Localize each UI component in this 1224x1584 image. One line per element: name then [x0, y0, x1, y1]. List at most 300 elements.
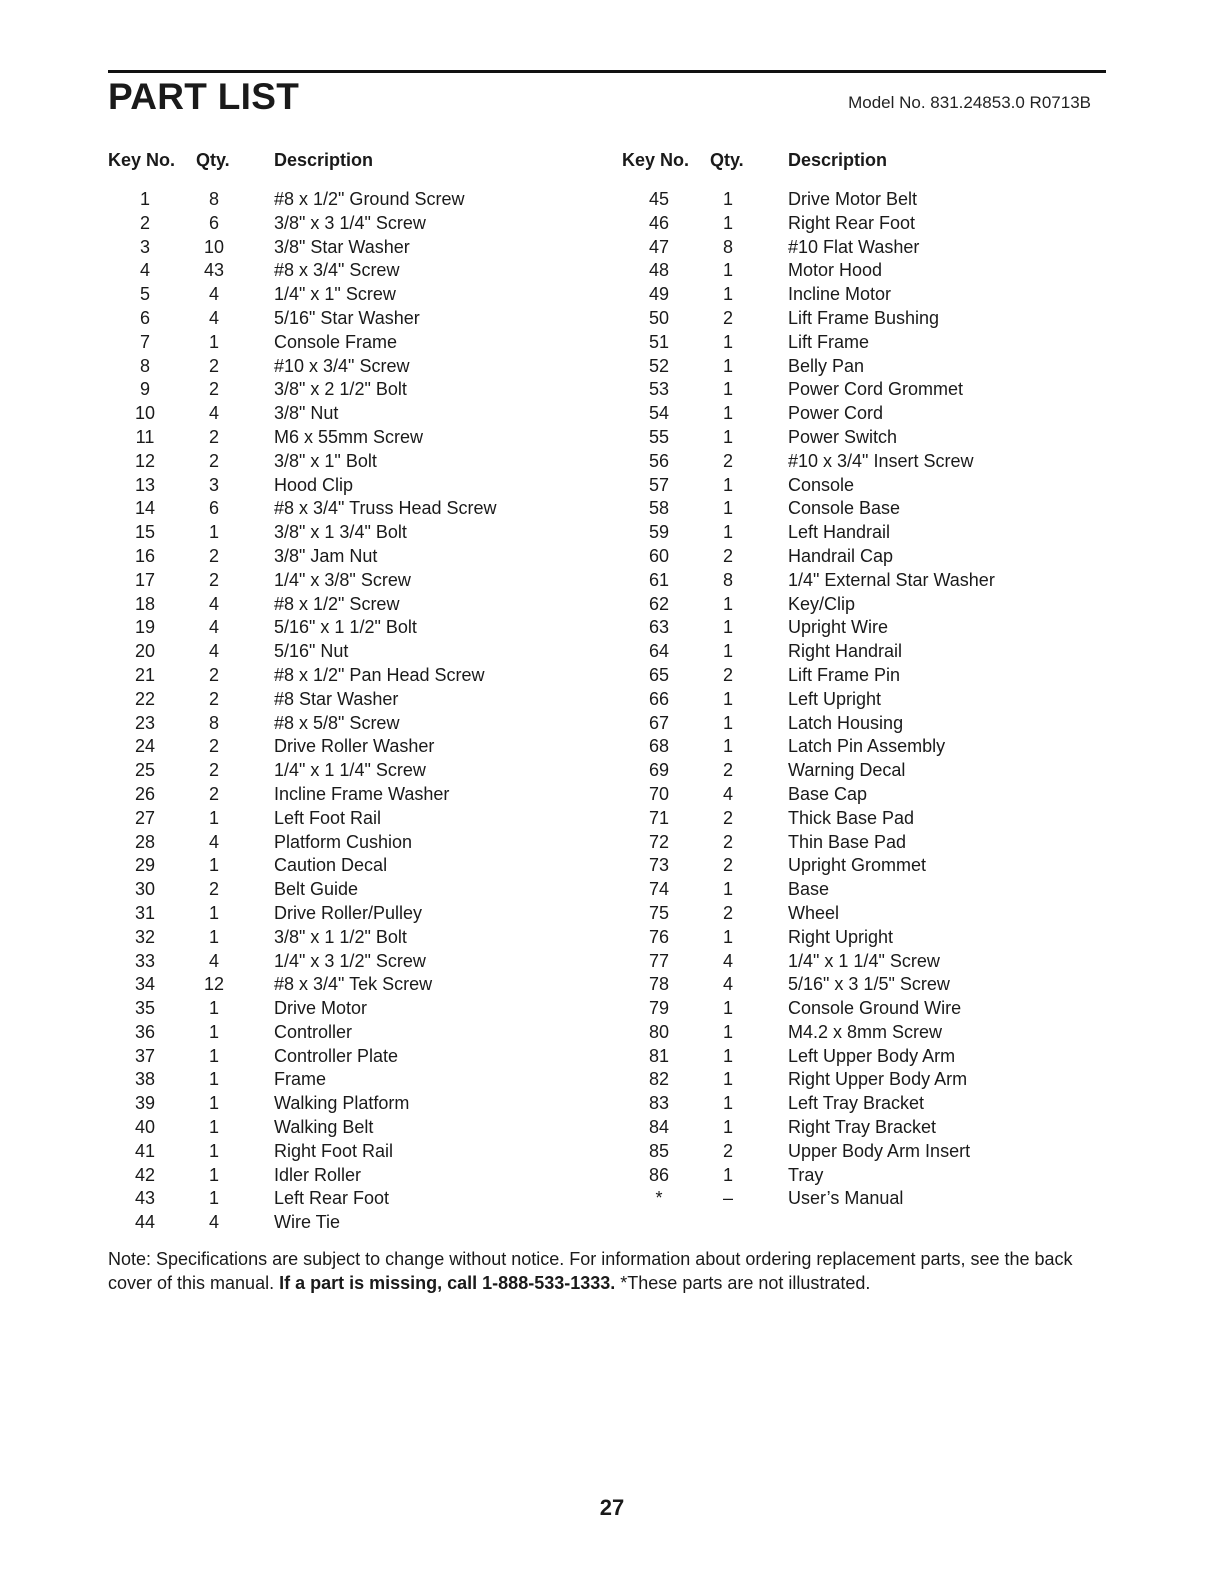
- part-key-no: 50: [648, 307, 670, 328]
- part-key-no: 3: [139, 236, 150, 257]
- part-row: [108, 282, 578, 306]
- part-row: [622, 401, 1092, 425]
- part-description: Power Cord: [788, 403, 884, 424]
- part-qty: 1: [208, 1140, 219, 1161]
- part-qty: 4: [208, 831, 219, 852]
- part-qty: 1: [722, 1021, 733, 1042]
- part-key-no: 52: [648, 355, 670, 376]
- part-row: [108, 449, 578, 473]
- part-qty: 4: [208, 617, 219, 638]
- part-row: [108, 1139, 578, 1163]
- part-description: Caution Decal: [274, 855, 388, 876]
- part-description: Lift Frame: [788, 331, 870, 352]
- part-qty: 1: [722, 284, 733, 305]
- part-key-no: 47: [648, 236, 670, 257]
- part-row: [108, 187, 578, 211]
- note-missing-part-call: If a part is missing, call 1-888-533-1333.: [279, 1273, 616, 1293]
- column-header: [622, 148, 1092, 172]
- part-description: 5/16" x 1 1/2" Bolt: [274, 617, 417, 638]
- part-description: Upper Body Arm Insert: [788, 1140, 971, 1161]
- part-description: 1/4" External Star Washer: [788, 569, 995, 590]
- part-row: [108, 1067, 578, 1091]
- part-qty: 2: [208, 664, 219, 685]
- part-row: [622, 568, 1092, 592]
- part-description: Warning Decal: [788, 760, 906, 781]
- part-qty: 1: [722, 879, 733, 900]
- part-row: [622, 282, 1092, 306]
- part-row: [108, 354, 578, 378]
- part-key-no: 51: [648, 331, 670, 352]
- part-row: [108, 496, 578, 520]
- part-row: [622, 949, 1092, 973]
- part-row: [108, 615, 578, 639]
- part-key-no: 66: [648, 688, 670, 709]
- part-row: [622, 1020, 1092, 1044]
- part-description: Right Rear Foot: [788, 212, 916, 233]
- part-key-no: 63: [648, 617, 670, 638]
- part-key-no: 41: [134, 1140, 156, 1161]
- part-description: User’s Manual: [788, 1188, 904, 1209]
- part-key-no: 28: [134, 831, 156, 852]
- part-key-no: 49: [648, 284, 670, 305]
- part-row: [622, 449, 1092, 473]
- part-row: [108, 377, 578, 401]
- part-description: Right Upright: [788, 926, 894, 947]
- part-row: [622, 806, 1092, 830]
- part-row: [622, 473, 1092, 497]
- part-qty: –: [722, 1188, 733, 1209]
- part-qty: 2: [722, 807, 733, 828]
- part-row: [108, 830, 578, 854]
- part-qty: 1: [722, 331, 733, 352]
- part-key-no: 59: [648, 522, 670, 543]
- part-key-no: 18: [134, 593, 156, 614]
- part-description: Right Handrail: [788, 641, 903, 662]
- part-key-no: 21: [134, 664, 156, 685]
- part-qty: 4: [208, 593, 219, 614]
- part-row: [622, 425, 1092, 449]
- part-key-no: 40: [134, 1117, 156, 1138]
- part-row: [108, 949, 578, 973]
- part-description: Lift Frame Bushing: [788, 307, 940, 328]
- column-header: [108, 148, 578, 172]
- part-row: [622, 1139, 1092, 1163]
- part-description: Walking Platform: [274, 1093, 410, 1114]
- part-key-no: *: [655, 1188, 663, 1209]
- part-description: Tray: [788, 1164, 824, 1185]
- part-qty: 1: [722, 712, 733, 733]
- part-row: [622, 663, 1092, 687]
- part-description: 1/4" x 3/8" Screw: [274, 569, 411, 590]
- part-key-no: 73: [648, 855, 670, 876]
- part-row: [622, 639, 1092, 663]
- part-key-no: 30: [134, 879, 156, 900]
- part-qty: 2: [208, 736, 219, 757]
- part-qty: 1: [722, 189, 733, 209]
- part-qty: 1: [722, 926, 733, 947]
- part-row: [622, 306, 1092, 330]
- part-key-no: 76: [648, 926, 670, 947]
- part-key-no: 85: [648, 1140, 670, 1161]
- part-row: [108, 853, 578, 877]
- part-description: Frame: [274, 1069, 327, 1090]
- part-row: [622, 687, 1092, 711]
- part-qty: 2: [722, 307, 733, 328]
- part-key-no: 11: [135, 426, 155, 447]
- part-qty: 1: [208, 1069, 219, 1090]
- part-key-no: 37: [134, 1045, 156, 1066]
- part-row: [622, 187, 1092, 211]
- part-key-no: 13: [134, 474, 156, 495]
- part-qty: 2: [208, 545, 219, 566]
- part-qty: 1: [208, 1045, 219, 1066]
- part-key-no: 84: [648, 1117, 670, 1138]
- part-key-no: 31: [134, 902, 156, 923]
- part-key-no: 39: [134, 1093, 156, 1114]
- part-row: [108, 1115, 578, 1139]
- part-key-no: 75: [648, 902, 670, 923]
- part-key-no: 68: [648, 736, 670, 757]
- part-row: [108, 734, 578, 758]
- part-row: [622, 496, 1092, 520]
- part-qty: 2: [208, 450, 219, 471]
- part-row: [108, 258, 578, 282]
- part-key-no: 27: [134, 807, 156, 828]
- part-row: [108, 996, 578, 1020]
- part-qty: 43: [203, 260, 225, 281]
- part-qty: 1: [208, 1117, 219, 1138]
- part-description: Drive Motor: [274, 998, 368, 1019]
- part-qty: 2: [722, 545, 733, 566]
- part-row: [622, 901, 1092, 925]
- part-qty: 1: [208, 1093, 219, 1114]
- part-row: [622, 877, 1092, 901]
- part-description: Belly Pan: [788, 355, 865, 376]
- part-qty: 4: [208, 284, 219, 305]
- part-row: [622, 1163, 1092, 1187]
- title-rule: [108, 70, 1106, 73]
- part-key-no: 55: [648, 426, 670, 447]
- part-key-no: 15: [134, 522, 156, 543]
- part-description: #8 x 3/4" Tek Screw: [274, 974, 433, 995]
- part-description: #8 x 1/2" Pan Head Screw: [274, 664, 485, 685]
- part-description: #8 x 3/4" Screw: [274, 260, 400, 281]
- part-key-no: 77: [648, 950, 670, 971]
- part-key-no: 48: [648, 260, 670, 281]
- part-qty: 1: [722, 736, 733, 757]
- part-qty: 4: [208, 950, 219, 971]
- part-row: [108, 1163, 578, 1187]
- part-description: Key/Clip: [788, 593, 856, 614]
- part-description: Controller: [274, 1021, 353, 1042]
- part-description: Thick Base Pad: [788, 807, 915, 828]
- part-key-no: 61: [648, 569, 670, 590]
- part-key-no: 60: [648, 545, 670, 566]
- part-description: Right Upper Body Arm: [788, 1069, 968, 1090]
- part-key-no: 58: [648, 498, 670, 519]
- part-qty: 4: [208, 1212, 219, 1233]
- part-row: [622, 972, 1092, 996]
- part-qty: 1: [208, 1021, 219, 1042]
- qty-header: Qty.: [710, 150, 744, 170]
- part-description: #8 x 5/8" Screw: [274, 712, 400, 733]
- part-qty: 1: [722, 617, 733, 638]
- part-qty: 2: [722, 1140, 733, 1161]
- part-description: Left Upright: [788, 688, 882, 709]
- part-description: Wheel: [788, 902, 840, 923]
- parts-column-right: [622, 148, 1092, 1210]
- part-description: 3/8" x 2 1/2" Bolt: [274, 379, 407, 400]
- part-description: Base: [788, 879, 830, 900]
- part-row: [622, 1115, 1092, 1139]
- description-header: Description: [274, 150, 374, 170]
- part-key-no: 44: [134, 1212, 156, 1233]
- part-row: [622, 853, 1092, 877]
- part-qty: 1: [722, 426, 733, 447]
- part-qty: 4: [208, 641, 219, 662]
- part-key-no: 67: [648, 712, 670, 733]
- part-key-no: 38: [134, 1069, 156, 1090]
- part-description: 5/16" x 3 1/5" Screw: [788, 974, 950, 995]
- part-key-no: 22: [134, 688, 156, 709]
- part-description: Left Tray Bracket: [788, 1093, 925, 1114]
- part-description: Console Base: [788, 498, 901, 519]
- part-key-no: 9: [139, 379, 150, 400]
- part-key-no: 79: [648, 998, 670, 1019]
- part-qty: 1: [722, 379, 733, 400]
- part-qty: 1: [722, 1117, 733, 1138]
- part-key-no: 20: [134, 641, 156, 662]
- part-description: M6 x 55mm Screw: [274, 426, 424, 447]
- part-description: 3/8" x 1 1/2" Bolt: [274, 926, 407, 947]
- part-description: #10 Flat Washer: [788, 236, 920, 257]
- part-qty: 4: [722, 783, 733, 804]
- part-qty: 1: [722, 1045, 733, 1066]
- part-qty: 1: [208, 807, 219, 828]
- part-description: 1/4" x 1 1/4" Screw: [274, 760, 426, 781]
- part-description: 3/8" x 1" Bolt: [274, 450, 377, 471]
- note-not-illustrated: *These parts are not illustrated.: [615, 1273, 871, 1293]
- part-row: [622, 615, 1092, 639]
- part-qty: 1: [208, 855, 219, 876]
- part-qty: 2: [208, 783, 219, 804]
- part-row: [108, 901, 578, 925]
- part-row: [108, 306, 578, 330]
- part-description: Latch Housing: [788, 712, 904, 733]
- part-qty: 1: [208, 331, 219, 352]
- part-key-no: 70: [648, 783, 670, 804]
- part-key-no: 19: [134, 617, 156, 638]
- part-row: [622, 211, 1092, 235]
- part-qty: 6: [208, 212, 219, 233]
- part-key-no: 14: [134, 498, 156, 519]
- key-no-header: Key No.: [622, 150, 690, 170]
- part-description: Drive Roller/Pulley: [274, 902, 423, 923]
- qty-header: Qty.: [196, 150, 230, 170]
- part-description: Left Foot Rail: [274, 807, 382, 828]
- part-qty: 2: [722, 450, 733, 471]
- part-key-no: 33: [134, 950, 156, 971]
- part-key-no: 65: [648, 664, 670, 685]
- part-qty: 2: [208, 688, 219, 709]
- part-qty: 1: [722, 998, 733, 1019]
- note-text: Note: Specifications are subject to change without notice. For information about ordering replacement parts, see the back cover of this manual.: [108, 1249, 1073, 1293]
- part-key-no: 35: [134, 998, 156, 1019]
- part-key-no: 53: [648, 379, 670, 400]
- part-qty: 4: [208, 403, 219, 424]
- part-row: [622, 235, 1092, 259]
- part-row: [108, 401, 578, 425]
- part-qty: 1: [208, 902, 219, 923]
- part-qty: 1: [208, 1188, 219, 1209]
- page-number: 27: [599, 1495, 625, 1520]
- part-row: [622, 354, 1092, 378]
- part-row: [622, 258, 1092, 282]
- part-description: Base Cap: [788, 783, 868, 804]
- part-description: 1/4" x 1 1/4" Screw: [788, 950, 940, 971]
- part-key-no: 24: [134, 736, 156, 757]
- part-qty: 12: [203, 974, 225, 995]
- description-header: Description: [788, 150, 888, 170]
- part-qty: 2: [722, 664, 733, 685]
- part-key-no: 83: [648, 1093, 670, 1114]
- part-description: Hood Clip: [274, 474, 354, 495]
- part-description: Idler Roller: [274, 1164, 362, 1185]
- part-row: [622, 1044, 1092, 1068]
- part-row: [108, 592, 578, 616]
- part-row: [108, 520, 578, 544]
- part-description: Handrail Cap: [788, 545, 894, 566]
- part-row: [108, 972, 578, 996]
- part-row: [622, 925, 1092, 949]
- model-number: Model No. 831.24853.0 R0713B: [848, 93, 1091, 112]
- part-description: Thin Base Pad: [788, 831, 907, 852]
- part-qty: 1: [722, 1093, 733, 1114]
- part-qty: 2: [208, 355, 219, 376]
- part-description: 5/16" Star Washer: [274, 307, 420, 328]
- part-description: Left Rear Foot: [274, 1188, 390, 1209]
- part-key-no: 57: [648, 474, 670, 495]
- part-qty: 1: [208, 522, 219, 543]
- part-row: [622, 330, 1092, 354]
- part-description: Incline Frame Washer: [274, 783, 450, 804]
- part-key-no: 10: [134, 403, 156, 424]
- part-qty: 8: [722, 236, 733, 257]
- part-description: 3/8" Star Washer: [274, 236, 410, 257]
- part-key-no: 72: [648, 831, 670, 852]
- part-row: [108, 1186, 578, 1210]
- part-qty: 1: [722, 1164, 733, 1185]
- part-key-no: 17: [134, 569, 156, 590]
- part-qty: 2: [208, 379, 219, 400]
- part-description: Drive Motor Belt: [788, 189, 918, 209]
- part-description: 3/8" Jam Nut: [274, 545, 378, 566]
- part-row: [108, 235, 578, 259]
- parts-rows: [108, 187, 578, 1234]
- part-qty: 4: [722, 974, 733, 995]
- part-description: Console: [788, 474, 855, 495]
- part-key-no: 2: [139, 212, 150, 233]
- part-key-no: 74: [648, 879, 670, 900]
- page-title: PART LIST: [108, 76, 300, 117]
- part-key-no: 34: [134, 974, 156, 995]
- part-description: Latch Pin Assembly: [788, 736, 946, 757]
- part-qty: 1: [722, 522, 733, 543]
- part-qty: 8: [208, 189, 219, 209]
- part-qty: 2: [722, 855, 733, 876]
- part-qty: 2: [722, 760, 733, 781]
- part-key-no: 86: [648, 1164, 670, 1185]
- part-row: [108, 1210, 578, 1234]
- part-key-no: 62: [648, 593, 670, 614]
- part-description: #8 x 1/2" Ground Screw: [274, 189, 465, 209]
- part-row: [622, 544, 1092, 568]
- part-key-no: 64: [648, 641, 670, 662]
- part-qty: 1: [722, 355, 733, 376]
- part-key-no: 16: [134, 545, 156, 566]
- part-description: #10 x 3/4" Insert Screw: [788, 450, 974, 471]
- part-description: Upright Wire: [788, 617, 889, 638]
- part-description: Left Upper Body Arm: [788, 1045, 956, 1066]
- part-qty: 3: [208, 474, 219, 495]
- part-key-no: 36: [134, 1021, 156, 1042]
- part-description: Upright Grommet: [788, 855, 927, 876]
- part-qty: 8: [208, 712, 219, 733]
- part-description: #10 x 3/4" Screw: [274, 355, 410, 376]
- part-qty: 1: [722, 260, 733, 281]
- part-row: [108, 758, 578, 782]
- part-qty: 1: [722, 498, 733, 519]
- part-qty: 1: [722, 641, 733, 662]
- part-description: 3/8" x 1 3/4" Bolt: [274, 522, 407, 543]
- part-row: [622, 782, 1092, 806]
- part-row: [108, 1091, 578, 1115]
- part-key-no: 5: [139, 284, 150, 305]
- part-row: [108, 806, 578, 830]
- part-key-no: 45: [648, 189, 670, 209]
- part-row: [108, 711, 578, 735]
- part-row: [622, 1186, 1092, 1210]
- part-key-no: 42: [134, 1164, 156, 1185]
- part-row: [108, 782, 578, 806]
- parts-column-left: [108, 148, 578, 1234]
- part-key-no: 43: [134, 1188, 156, 1209]
- part-description: M4.2 x 8mm Screw: [788, 1021, 943, 1042]
- part-key-no: 56: [648, 450, 670, 471]
- part-row: [108, 473, 578, 497]
- part-description: Drive Roller Washer: [274, 736, 435, 757]
- part-qty: 1: [208, 1164, 219, 1185]
- part-row: [622, 758, 1092, 782]
- part-row: [622, 996, 1092, 1020]
- key-no-header: Key No.: [108, 150, 176, 170]
- part-description: 3/8" x 3 1/4" Screw: [274, 212, 426, 233]
- part-row: [108, 330, 578, 354]
- part-qty: 4: [208, 307, 219, 328]
- part-description: 3/8" Nut: [274, 403, 339, 424]
- part-key-no: 7: [139, 331, 150, 352]
- part-key-no: 32: [134, 926, 156, 947]
- part-description: #8 x 3/4" Truss Head Screw: [274, 498, 497, 519]
- part-row: [622, 592, 1092, 616]
- part-row: [108, 639, 578, 663]
- part-key-no: 71: [648, 807, 670, 828]
- part-row: [108, 663, 578, 687]
- part-key-no: 23: [134, 712, 156, 733]
- part-qty: 10: [203, 236, 225, 257]
- part-key-no: 81: [648, 1045, 670, 1066]
- part-key-no: 82: [648, 1069, 670, 1090]
